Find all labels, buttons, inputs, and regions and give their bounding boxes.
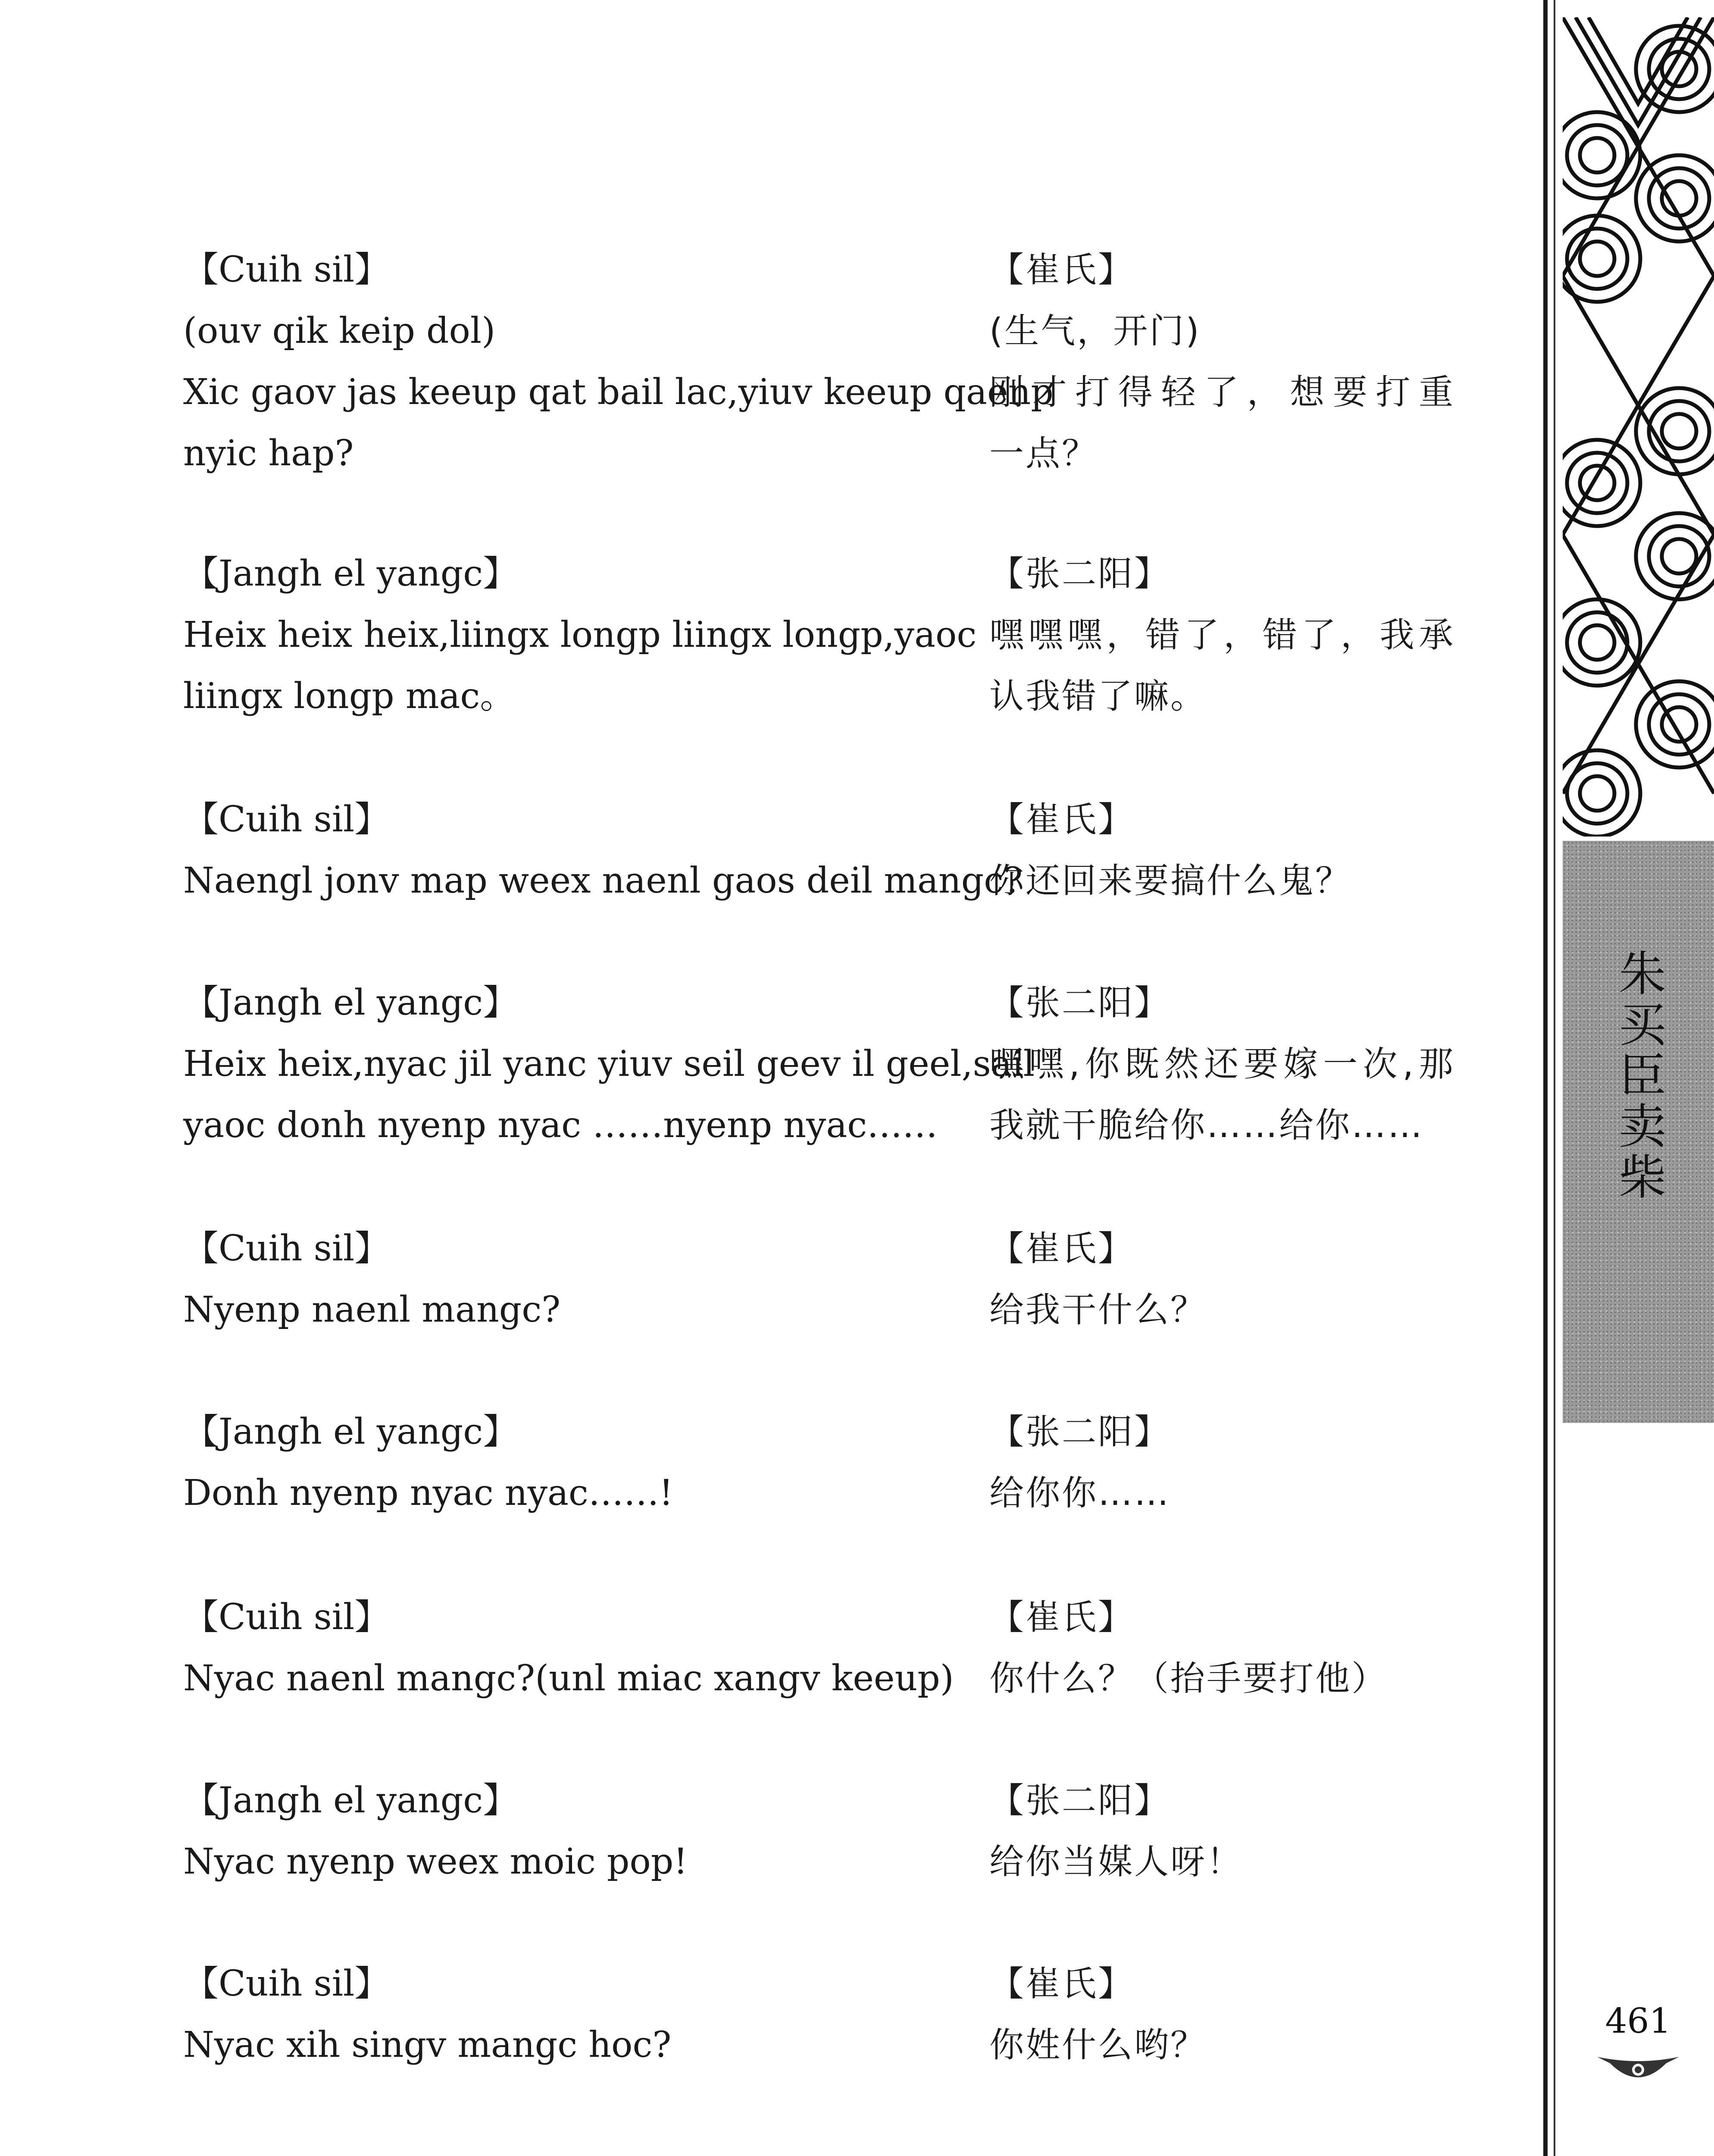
chapter-title: 朱买臣卖柴 [1611, 949, 1666, 1203]
speaker-name: 【崔氏】 [989, 1228, 1134, 1269]
wave-pattern-graphic [1563, 17, 1714, 837]
chinese-column [989, 789, 1455, 912]
dialogue-line: 给你当媒人呀！ [989, 1842, 1243, 1882]
roman-column [183, 1770, 942, 1893]
chinese-column [989, 1587, 1455, 1709]
speaker-name: 【崔氏】 [989, 1597, 1134, 1637]
dialogue-line: (ouv qik keip dol) [183, 310, 496, 351]
roman-column [183, 1587, 954, 1709]
dialogue-line: Nyenp naenl mangc? [183, 1289, 561, 1330]
dialogue-line: 认我错了嘛。 [989, 676, 1207, 716]
dialogue-line: 嘿嘿嘿，错了，错了，我承 [989, 615, 1455, 655]
dialogue-line: Nyac nyenp weex moic pop! [183, 1841, 688, 1882]
speaker-name: 【崔氏】 [989, 799, 1134, 840]
dialogue-line: 嘿嘿,你既然还要嫁一次,那 [989, 1044, 1455, 1084]
chinese-column [989, 1218, 1455, 1341]
dialogue-line: Nyac naenl mangc?(unl miac xangv keeup) [183, 1658, 954, 1699]
speaker-name: 【Cuih sil】 [183, 1597, 390, 1638]
margin-rule [1554, 0, 1555, 2156]
chinese-column [989, 1770, 1455, 1893]
margin-rule [1543, 0, 1548, 2156]
dialogue-line: Xic gaov jas keeup qat bail lac,yiuv keeup qaenp [183, 372, 1054, 413]
roman-column [183, 789, 1023, 912]
dialogue-line: 你还回来要搞什么鬼？ [989, 861, 1351, 901]
dialogue-line: yaoc donh nyenp nyac ……nyenp nyac…… [183, 1105, 938, 1146]
speaker-name: 【Jangh el yangc】 [183, 1780, 519, 1821]
speaker-name: 【Jangh el yangc】 [183, 1411, 519, 1452]
page-number: 461 [1605, 2001, 1671, 2041]
dialogue-line: nyic hap? [183, 433, 354, 474]
chinese-column [989, 543, 1455, 727]
speaker-name: 【Jangh el yangc】 [183, 982, 519, 1023]
dialogue-line: 给你你…… [989, 1473, 1170, 1513]
speaker-name: 【Cuih sil】 [183, 249, 390, 290]
chinese-column [989, 1401, 1455, 1524]
speaker-name: 【张二阳】 [989, 983, 1170, 1023]
speaker-name: 【Cuih sil】 [183, 799, 390, 840]
dialogue-line: Heix heix heix,liingx longp liingx longp,yaoc [183, 614, 977, 655]
dialogue-line: (生气，开门) [989, 311, 1201, 351]
roman-column [183, 1218, 942, 1341]
dialogue-line: 你什么？（抬手要打他） [989, 1658, 1388, 1698]
chinese-column [989, 972, 1455, 1156]
dialogue-line: 一点？ [989, 433, 1098, 473]
dialogue-line: Heix heix,nyac jil yanc yiuv seil geev il geel,sail [183, 1044, 1035, 1084]
chinese-column [989, 239, 1455, 484]
dialogue-line: 你姓什么哟？ [989, 2025, 1207, 2065]
roman-column [183, 1953, 942, 2076]
speaker-name: 【Cuih sil】 [183, 1228, 390, 1269]
roman-column [183, 1401, 942, 1524]
page-number-ornament-icon [1597, 2053, 1679, 2091]
speaker-name: 【Jangh el yangc】 [183, 553, 519, 594]
dialogue-line: 给我干什么？ [989, 1290, 1207, 1330]
dialogue-line: 我就干脆给你……给你…… [989, 1105, 1424, 1145]
roman-column [183, 543, 977, 727]
dialogue-line: Nyac xih singv mangc hoc? [183, 2024, 672, 2065]
speaker-name: 【崔氏】 [989, 1964, 1134, 2004]
speaker-name: 【张二阳】 [989, 1780, 1170, 1821]
chinese-column [989, 1953, 1455, 2076]
wave-pattern-ornament [1563, 17, 1714, 837]
roman-column [183, 972, 1035, 1156]
speaker-name: 【Cuih sil】 [183, 1963, 390, 2004]
dialogue-line: Naengl jonv map weex naenl gaos deil mangc? [183, 860, 1023, 901]
speaker-name: 【崔氏】 [989, 250, 1134, 290]
dialogue-line: 刚才打得轻了，想要打重 [989, 372, 1455, 412]
speaker-name: 【张二阳】 [989, 1412, 1170, 1452]
speaker-name: 【张二阳】 [989, 554, 1170, 594]
dialogue-line: liingx longp mac。 [183, 676, 516, 717]
dialogue-line: Donh nyenp nyac nyac……! [183, 1473, 673, 1514]
